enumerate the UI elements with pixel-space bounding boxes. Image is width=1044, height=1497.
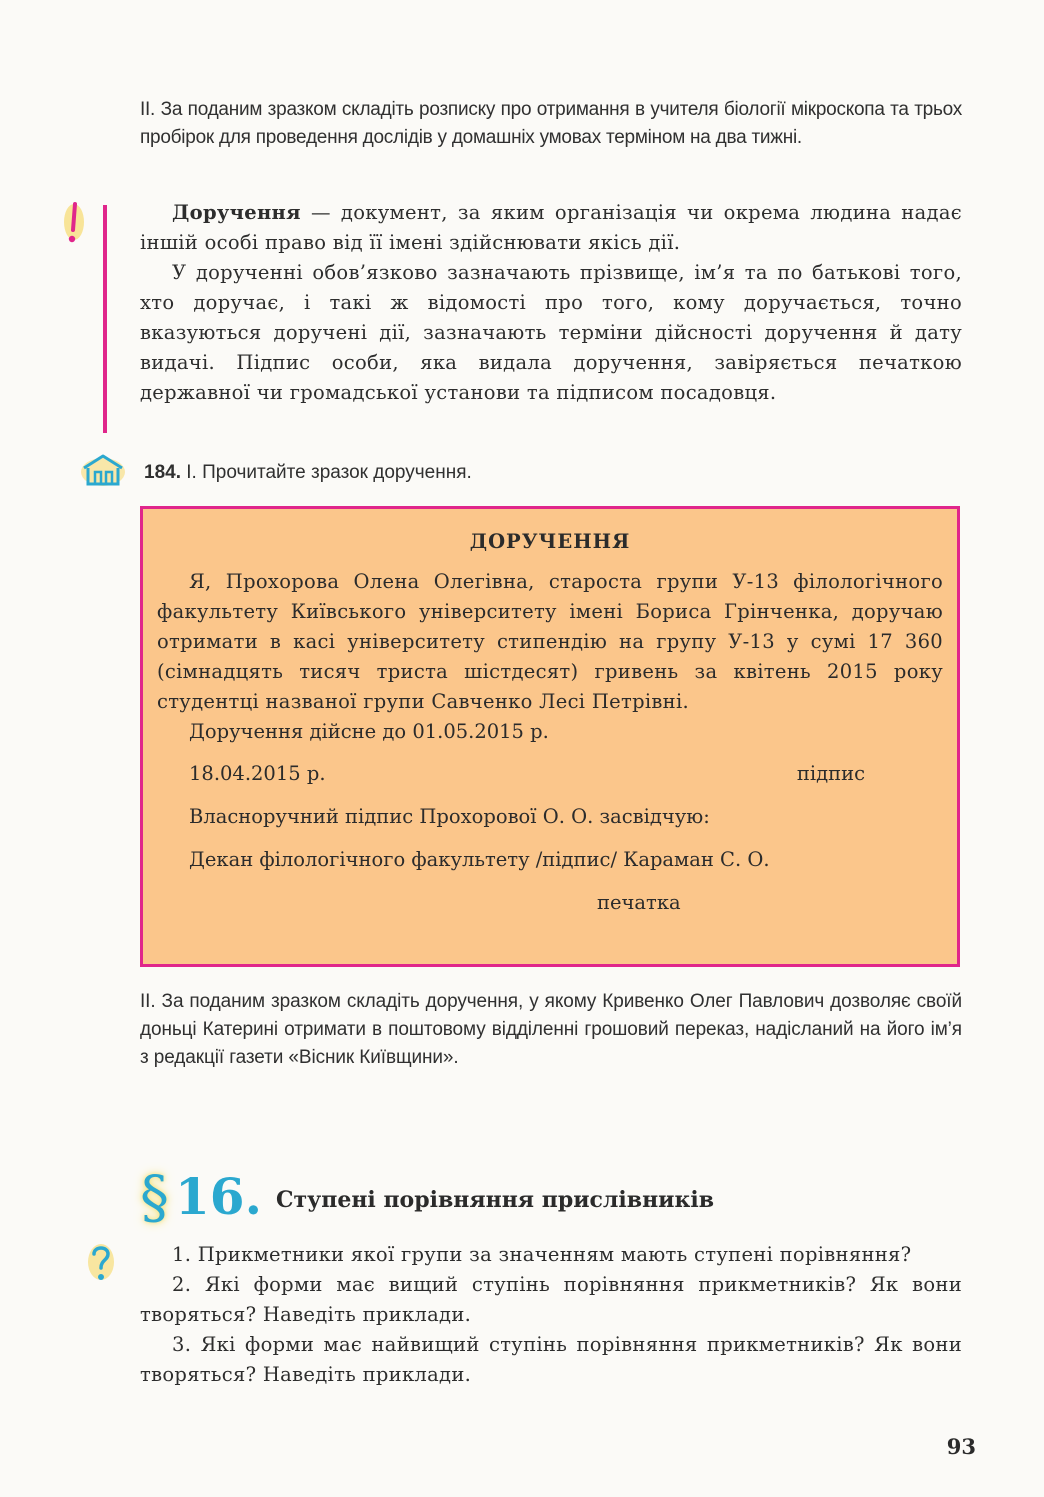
document-validity: Доручення дійсне до 01.05.2015 р. xyxy=(189,720,549,743)
section-title: Ступені порівняння прислівників xyxy=(276,1187,715,1213)
rule-definition-text: — документ, за яким організація чи окрема людина надає іншій особі право від її імені здійснювати якісь дії. xyxy=(140,201,962,254)
document-certify: Власноручний підпис Прохорової О. О. засвідчую: xyxy=(189,805,710,828)
exercise-heading xyxy=(144,460,472,486)
document-body: Я, Прохорова Олена Олегівна, староста групи У-13 філологічного факультету Київського університету імені Бориса Грінченка, доручаю отримати в касі університету стипендію на групу У-13 у сумі 17 360 (сімнадцять тисяч триста шістдесят) гривень за квітень 2015 року студентці названої групи Савченко Лесі Петрівні. xyxy=(157,570,943,713)
document-date: 18.04.2015 р. xyxy=(189,762,326,785)
document-dean: Декан філологічного факультету /підпис/ Караман С. О. xyxy=(189,848,770,871)
section-sign-icon: § xyxy=(140,1163,169,1231)
document-signature: підпис xyxy=(796,762,865,785)
exercise-text: І. Прочитайте зразок доручення. xyxy=(180,462,472,483)
rule-term: Доручення xyxy=(172,201,301,224)
document-title: ДОРУЧЕННЯ xyxy=(469,530,631,553)
question-item: 2. Які форми має вищий ступінь порівняння прикметників? Як вони творяться? Наведіть приклади. xyxy=(140,1273,962,1326)
page-number: 93 xyxy=(946,1434,976,1459)
task-bottom: ІІ. За поданим зразком складіть доручення, у якому Кривенко Олег Павлович дозволяє своїй доньці Катерині отримати в поштовому відділенні грошовий переказ, надісланий на його ім’я з редакції газети «Вісник Київщини». xyxy=(140,991,962,1068)
section-heading xyxy=(140,1162,714,1232)
question-item: 1. Прикметники якої групи за значенням мають ступені порівняння? xyxy=(172,1243,912,1266)
exercise-number: 184. xyxy=(144,462,181,483)
document-seal: печатка xyxy=(597,891,681,914)
rule-block xyxy=(140,198,962,408)
exclamation-icon xyxy=(62,200,86,248)
question-item: 3. Які форми має найвищий ступінь порівняння прикметників? Як вони творяться? Наведіть приклади. xyxy=(140,1333,962,1386)
home-task-icon xyxy=(80,452,126,488)
questions-list xyxy=(140,1240,962,1390)
rule-definition xyxy=(140,198,962,258)
section-number: 16. xyxy=(175,1167,262,1226)
rule-accent-line xyxy=(103,205,107,433)
document-date-row xyxy=(157,759,943,789)
question-icon xyxy=(86,1240,116,1288)
task-top: ІІ. За поданим зразком складіть розписку про отримання в учителя біології мікроскопа та трьох пробірок для проведення дослідів у домашніх умовах терміном на два тижні. xyxy=(140,99,962,148)
sample-document xyxy=(140,506,960,967)
rule-paragraph: У дорученні обов’язково зазначають прізвище, ім’я та по батькові того, хто доручає, і такі ж відомості про того, кому доручається, точно вказуються доручені дії, зазначають терміни дійсності доручення й дату видачі. Підпис особи, яка видала доручення, завіряється печаткою державної чи громадської установи та підписом посадовця. xyxy=(140,261,962,404)
